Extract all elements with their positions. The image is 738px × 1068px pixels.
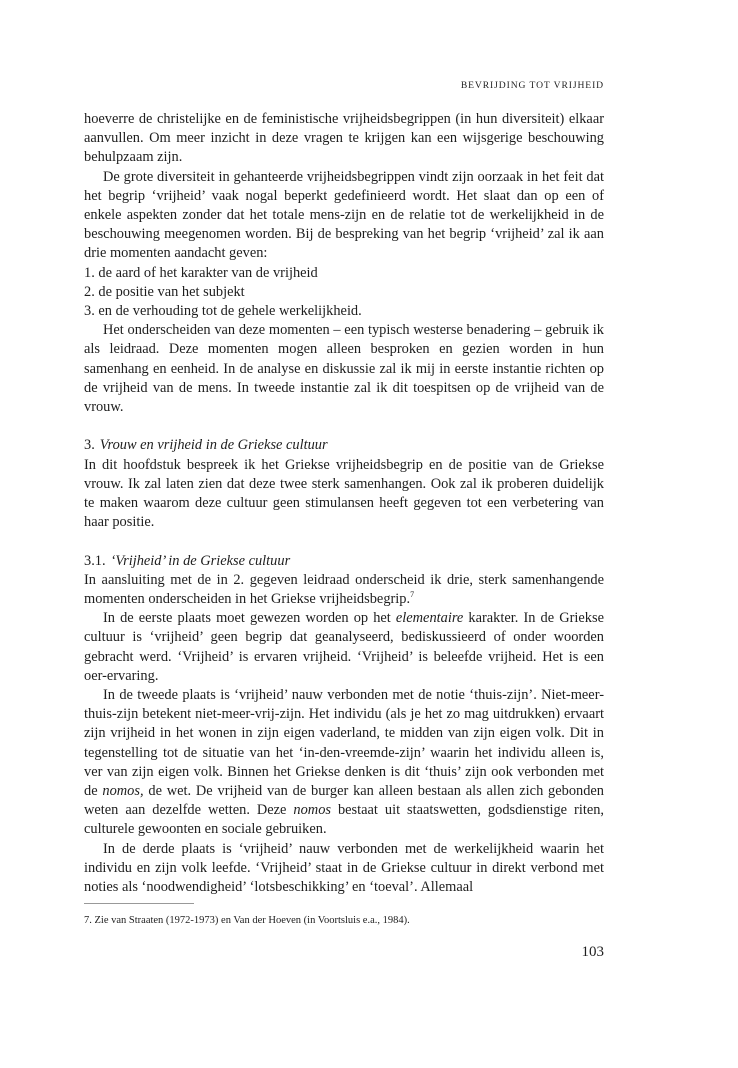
subsection-heading xyxy=(84,552,604,571)
footnote-reference: 7 xyxy=(410,590,415,600)
paragraph: hoeverre de christelijke en de feministische vrijheidsbegrippen (in hun diversiteit) elkaar aanvullen. Om meer inzicht in deze vragen te krijgen kan een wijsgerige beschouwing behulpzaam zijn. xyxy=(84,111,604,166)
emphasis: nomos, xyxy=(102,783,144,800)
paragraph: Het onderscheiden van deze momenten – een typisch westerse benadering – gebruik ik als leidraad. Deze momenten mogen alleen besproken en gezien worden in hun samenhang en eenheid. In de analyse en diskussie zal ik mij in eerste instantie richten op de vrijheid van de mens. In tweede instantie zal ik dit toespitsen op de vrijheid van de vrouw. xyxy=(84,322,604,416)
page-number: 103 xyxy=(581,944,604,960)
running-header: BEVRIJDING TOT VRIJHEID xyxy=(460,80,604,91)
footnote: 7. Zie van Straaten (1972-1973) en Van der Hoeven (in Voortsluis e.a., 1984). xyxy=(84,915,410,926)
subsection-title: ‘Vrijheid’ in de Griekse cultuur xyxy=(110,552,291,569)
body-text xyxy=(84,110,604,897)
paragraph: In de tweede plaats is ‘vrijheid’ nauw verbonden met de notie ‘thuis-zijn’. Niet-meer-thuis-zijn betekent niet-meer-vrij-zijn. Het individu (als je het zo mag uitdrukken) ervaart zijn vrijheid in het wonen in zijn eigen vaderland, te midden van zijn eigen volk. Dit in tegenstelling tot de situatie van het ‘in-den-vreemde-zijn’ waarin het individu alleen is, ver van zijn eigen volk. Binnen het Griekse denken is dit ‘thuis’ zijn ook verbonden met de nomos, de wet. De vrijheid van de burger kan alleen bestaan als allen zich gebonden weten aan dezelfde wetten. Deze nomos bestaat uit staatswetten, godsdienstige riten, culturele gewoonten en sociale gebruiken. xyxy=(84,687,605,838)
list-item: 1. de aard of het karakter van de vrijheid xyxy=(84,264,318,281)
section-title: Vrouw en vrijheid in de Griekse cultuur xyxy=(99,437,328,454)
paragraph: In dit hoofdstuk bespreek ik het Griekse vrijheidsbegrip en de positie van de Griekse vrouw. Ik zal laten zien dat deze twee sterk samenhangen. Ook zal ik proberen duidelijk te maken waarom deze cultuur geen stimulansen heeft gegeven tot een verbetering van haar positie. xyxy=(84,456,604,531)
paragraph: In de derde plaats is ‘vrijheid’ nauw verbonden met de werkelijkheid waarin het individu en zijn volk leefde. ‘Vrijheid’ staat in de Griekse cultuur in direkt verbond met noties als ‘noodwendigheid’ ‘lotsbeschikking’ en ‘toeval’. Allemaal xyxy=(84,840,604,896)
section-heading xyxy=(84,436,604,455)
subsection-number: 3.1. xyxy=(84,552,106,569)
emphasis: elementaire xyxy=(395,610,464,627)
section-number: 3. xyxy=(84,437,95,454)
footnote-divider xyxy=(84,903,194,904)
emphasis: nomos xyxy=(293,802,331,819)
paragraph: In de eerste plaats moet gewezen worden op het elementaire karakter. In de Griekse cultuur is ‘vrijheid’ geen begrip dat geanalyseerd, bediskussieerd of onder woorden gebracht werd. ‘Vrijheid’ is ervaren vrijheid. ‘Vrijheid’ is beleefde vrijheid. Het is een oer-ervaring. xyxy=(84,610,604,684)
list-item: 3. en de verhouding tot de gehele werkelijkheid. xyxy=(84,303,362,320)
list-item: 2. de positie van het subjekt xyxy=(84,283,245,300)
paragraph: De grote diversiteit in gehanteerde vrijheidsbegrippen vindt zijn oorzaak in het feit dat het begrip ‘vrijheid’ vaak nogal beperkt gedefinieerd wordt. Het slaat dan op een of enkele aspekten zonder dat het totale mens-zijn en de relatie tot de werkelijkheid in de beschouwing meegenomen worden. Bij de bespreking van het begrip ‘vrijheid’ zal ik aan drie momenten aandacht geven: xyxy=(84,168,604,262)
paragraph: In aansluiting met de in 2. gegeven leidraad onderscheid ik drie, sterk samenhangende momenten onderscheiden in het Griekse vrijheidsbegrip.$^7$ xyxy=(84,571,604,608)
